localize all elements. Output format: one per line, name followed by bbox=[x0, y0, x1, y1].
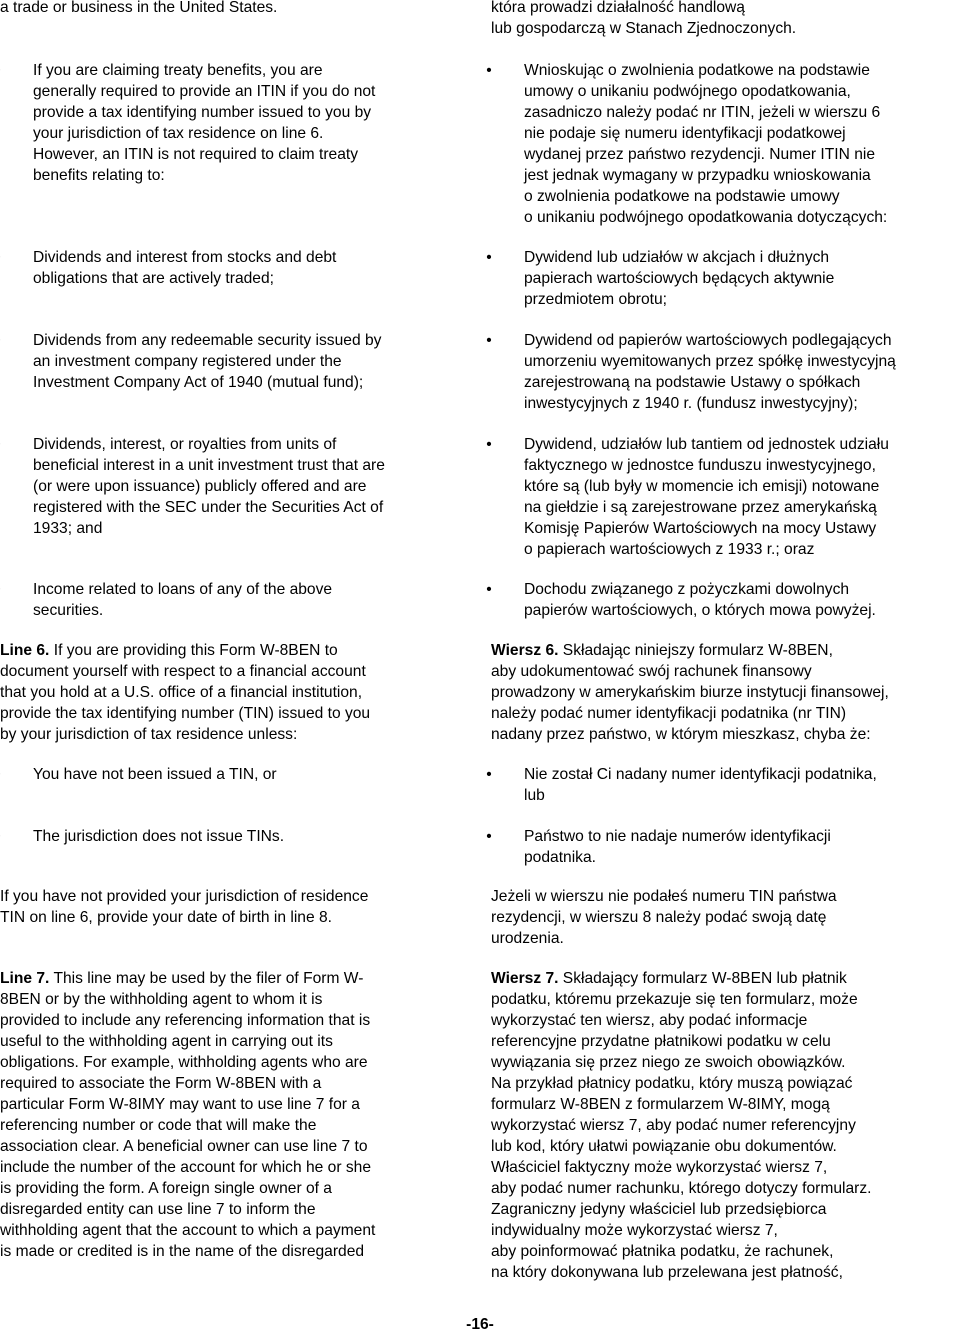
text-line: referencyjne przydatne płatnikowi podatku w celu bbox=[491, 1033, 831, 1050]
page-number: -16- bbox=[466, 1316, 494, 1333]
text-line: If you are claiming treaty benefits, you are bbox=[33, 62, 323, 79]
text-line: wykorzystać wiersz 7, aby podać numer referencyjny bbox=[491, 1117, 856, 1134]
text-line: obligations. For example, withholding agents who are bbox=[0, 1054, 368, 1071]
pl-bullet-unit-trust bbox=[486, 434, 960, 560]
text-line: Dywidend lub udziałów w akcjach i dłużnych bbox=[524, 249, 830, 266]
line7-heading: Wiersz 7. bbox=[491, 970, 559, 987]
pl-bullet-no-tins-issued bbox=[486, 826, 960, 868]
text-line: o zwolnienia podatkowe na podstawie umowy bbox=[524, 188, 840, 205]
text-line: Dividends from any redeemable security issued by bbox=[33, 332, 382, 349]
en-bullet-mutual-fund bbox=[0, 330, 470, 393]
text-line: association clear. A beneficial owner can use line 7 to bbox=[0, 1138, 368, 1155]
text-line: podatnika. bbox=[524, 849, 596, 866]
pl-dob-paragraph bbox=[491, 886, 960, 949]
text-line: withholding agent that the account to which a payment bbox=[0, 1222, 376, 1239]
text-line: beneficial interest in a unit investment trust that are bbox=[33, 457, 385, 474]
bullet-icon bbox=[0, 579, 3, 600]
text-line: 8BEN or by the withholding agent to whom it is bbox=[0, 991, 323, 1008]
text-line: Zagraniczny jedyny właściciel lub przedsiębiorca bbox=[491, 1201, 827, 1218]
text-line: faktycznego w jednostce funduszu inwestycyjnego, bbox=[524, 457, 876, 474]
text-line: TIN on line 6, provide your date of birth in line 8. bbox=[0, 909, 332, 926]
text-line: nadany przez państwo, w którym mieszkasz, chyba że: bbox=[491, 726, 871, 743]
text-line: zasadniczo należy podać nr ITIN, jeżeli w wierszu 6 bbox=[524, 104, 881, 121]
en-bullet-unit-trust bbox=[0, 434, 470, 539]
text-line: należy podać numer identyfikacji podatnika (nr TIN) bbox=[491, 705, 847, 722]
text-line: provide the tax identifying number (TIN) issued to you bbox=[0, 705, 371, 722]
pl-top-paragraph bbox=[491, 0, 960, 39]
bullet-icon bbox=[0, 60, 3, 81]
text-line: zarejestrowaną na podstawie Ustawy o spółkach bbox=[524, 374, 861, 391]
bullet-icon bbox=[0, 434, 3, 455]
text-line: You have not been issued a TIN, or bbox=[33, 766, 277, 783]
text-line: benefits relating to: bbox=[33, 167, 165, 184]
text-line: aby poinformować płatnika podatku, że rachunek, bbox=[491, 1243, 834, 1260]
text-line: podatku, któremu przekazuje się ten formularz, może bbox=[491, 991, 858, 1008]
pl-bullet-mutual-fund bbox=[486, 330, 960, 414]
text-line: aby udokumentować swój rachunek finansowy bbox=[491, 663, 812, 680]
en-dob-paragraph bbox=[0, 886, 470, 928]
text-line: wywiązania się przez niego ze swoich obowiązków. bbox=[491, 1054, 846, 1071]
text-line: formularz W-8BEN z formularzem W-8IMY, mogą bbox=[491, 1096, 830, 1113]
text-line: is made or credited is in the name of the disregarded bbox=[0, 1243, 365, 1260]
text-line: Składając niniejszy formularz W-8BEN, bbox=[558, 642, 833, 659]
text-line: (or were upon issuance) publicly offered and are bbox=[33, 478, 367, 495]
bullet-icon: • bbox=[486, 436, 492, 453]
text-line: lub gospodarczą w Stanach Zjednoczonych. bbox=[491, 20, 797, 37]
text-line: papierach wartościowych będących aktywnie bbox=[524, 270, 835, 287]
line6-heading: Wiersz 6. bbox=[491, 642, 559, 659]
en-bullet-no-tin bbox=[0, 764, 470, 785]
text-line: nie podaje się numeru identyfikacji podatkowej bbox=[524, 125, 846, 142]
text-line: is providing the form. A foreign single owner of a bbox=[0, 1180, 332, 1197]
pl-line6-paragraph bbox=[491, 640, 960, 745]
text-line: aby podać numer rachunku, którego dotyczy formularz. bbox=[491, 1180, 872, 1197]
bullet-icon bbox=[0, 247, 3, 268]
text-line: umowy o unikaniu podwójnego opodatkowania, bbox=[524, 83, 851, 100]
text-line: Wnioskując o zwolnienia podatkowe na podstawie bbox=[524, 62, 870, 79]
text-line: Na przykład płatnicy podatku, który muszą powiązać bbox=[491, 1075, 853, 1092]
text-line: Komisję Papierów Wartościowych na mocy Ustawy bbox=[524, 520, 877, 537]
text-line: lub bbox=[524, 787, 545, 804]
line6-heading: Line 6. bbox=[0, 642, 50, 659]
text-line: However, an ITIN is not required to claim treaty bbox=[33, 146, 359, 163]
pl-bullet-loans bbox=[486, 579, 960, 621]
text-line: przedmiotem obrotu; bbox=[524, 291, 668, 308]
text-line: provided to include any referencing information that is bbox=[0, 1012, 371, 1029]
text-line: particular Form W-8IMY may want to use line 7 for a bbox=[0, 1096, 360, 1113]
text-line: która prowadzi działalność handlową bbox=[491, 0, 745, 16]
text-line: prowadzony w amerykańskim biurze instytucji finansowej, bbox=[491, 684, 889, 701]
pl-line7-paragraph bbox=[491, 968, 960, 1283]
bullet-icon: • bbox=[486, 332, 492, 349]
text-line: that you hold at a U.S. office of a financial institution, bbox=[0, 684, 363, 701]
text-line: Jeżeli w wierszu nie podałeś numeru TIN państwa bbox=[491, 888, 837, 905]
text-line: urodzenia. bbox=[491, 930, 564, 947]
text-line: na który dokonywana lub przelewana jest płatność, bbox=[491, 1264, 843, 1281]
text-line: o papierach wartościowych z 1933 r.; oraz bbox=[524, 541, 815, 558]
text-line: Dividends, interest, or royalties from units of bbox=[33, 436, 337, 453]
text-line: The jurisdiction does not issue TINs. bbox=[33, 828, 285, 845]
pl-bullet-itin bbox=[486, 60, 960, 228]
text-line: provide a tax identifying number issued to you by bbox=[33, 104, 372, 121]
text-line: disregarded entity can use line 7 to inform the bbox=[0, 1201, 316, 1218]
en-bullet-no-tins-issued bbox=[0, 826, 470, 847]
text-line: lub kod, który ułatwi powiązanie obu dokumentów. bbox=[491, 1138, 837, 1155]
text-line: Dywidend od papierów wartościowych podlegających bbox=[524, 332, 892, 349]
text-line: Składający formularz W-8BEN lub płatnik bbox=[558, 970, 847, 987]
bullet-icon bbox=[0, 764, 3, 785]
bullet-icon bbox=[0, 826, 3, 847]
pl-bullet-no-tin bbox=[486, 764, 960, 806]
text-line: required to associate the Form W-8BEN with a bbox=[0, 1075, 322, 1092]
pl-bullet-stocks bbox=[486, 247, 960, 310]
text-line: generally required to provide an ITIN if you do not bbox=[33, 83, 376, 100]
en-bullet-itin bbox=[0, 60, 470, 186]
en-line7-paragraph bbox=[0, 968, 470, 1262]
text-line: If you have not provided your jurisdiction of residence bbox=[0, 888, 369, 905]
text-line: useful to the withholding agent in carrying out its bbox=[0, 1033, 333, 1050]
bullet-icon: • bbox=[486, 62, 492, 79]
text-line: Właściciel faktyczny może wykorzystać wiersz 7, bbox=[491, 1159, 828, 1176]
text-line: o unikaniu podwójnego opodatkowania dotyczących: bbox=[524, 209, 888, 226]
text-line: na giełdzie i są zarejestrowane przez amerykańską bbox=[524, 499, 877, 516]
text-line: by your jurisdiction of tax residence unless: bbox=[0, 726, 298, 743]
text-line: Investment Company Act of 1940 (mutual fund); bbox=[33, 374, 364, 391]
bullet-icon bbox=[0, 330, 3, 351]
text-line: Dividends and interest from stocks and debt bbox=[33, 249, 337, 266]
text-line: Dochodu związanego z pożyczkami dowolnych bbox=[524, 581, 850, 598]
text-line: Państwo to nie nadaje numerów identyfikacji bbox=[524, 828, 831, 845]
text-line: inwestycyjnych z 1940 r. (fundusz inwestycyjny); bbox=[524, 395, 858, 412]
bullet-icon: • bbox=[486, 249, 492, 266]
en-bullet-stocks bbox=[0, 247, 470, 289]
en-top-paragraph bbox=[0, 0, 470, 18]
text-line: papierów wartościowych, o których mowa powyżej. bbox=[524, 602, 876, 619]
text-line: an investment company registered under the bbox=[33, 353, 342, 370]
text-line: a trade or business in the United States. bbox=[0, 0, 278, 16]
text-line: Dywidend, udziałów lub tantiem od jednostek udziału bbox=[524, 436, 889, 453]
text-line: obligations that are actively traded; bbox=[33, 270, 274, 287]
text-line: jest jednak wymagany w przypadku wnioskowania bbox=[524, 167, 871, 184]
text-line: document yourself with respect to a financial account bbox=[0, 663, 366, 680]
text-line: umorzeniu wyemitowanych przez spółkę inwestycyjną bbox=[524, 353, 896, 370]
text-line: referencing number or code that will make the bbox=[0, 1117, 317, 1134]
text-line: Income related to loans of any of the above bbox=[33, 581, 333, 598]
text-line: This line may be used by the filer of Form W- bbox=[49, 970, 364, 987]
en-bullet-loans bbox=[0, 579, 470, 621]
text-line: Nie został Ci nadany numer identyfikacji podatnika, bbox=[524, 766, 877, 783]
bullet-icon: • bbox=[486, 828, 492, 845]
text-line: wykorzystać ten wiersz, aby podać informacje bbox=[491, 1012, 808, 1029]
text-line: wydanej przez państwo rezydencji. Numer ITIN nie bbox=[524, 146, 876, 163]
text-line: If you are providing this Form W-8BEN to bbox=[49, 642, 338, 659]
text-line: securities. bbox=[33, 602, 104, 619]
text-line: include the number of the account for which he or she bbox=[0, 1159, 372, 1176]
text-line: registered with the SEC under the Securities Act of bbox=[33, 499, 384, 516]
en-line6-paragraph bbox=[0, 640, 470, 745]
bullet-icon: • bbox=[486, 766, 492, 783]
text-line: rezydencji, w wierszu 8 należy podać swoją datę bbox=[491, 909, 827, 926]
text-line: które są (lub były w momencie ich emisji) notowane bbox=[524, 478, 880, 495]
line7-heading: Line 7. bbox=[0, 970, 50, 987]
text-line: 1933; and bbox=[33, 520, 103, 537]
bullet-icon: • bbox=[486, 581, 492, 598]
text-line: your jurisdiction of tax residence on line 6. bbox=[33, 125, 324, 142]
text-line: indywidualny może wykorzystać wiersz 7, bbox=[491, 1222, 778, 1239]
